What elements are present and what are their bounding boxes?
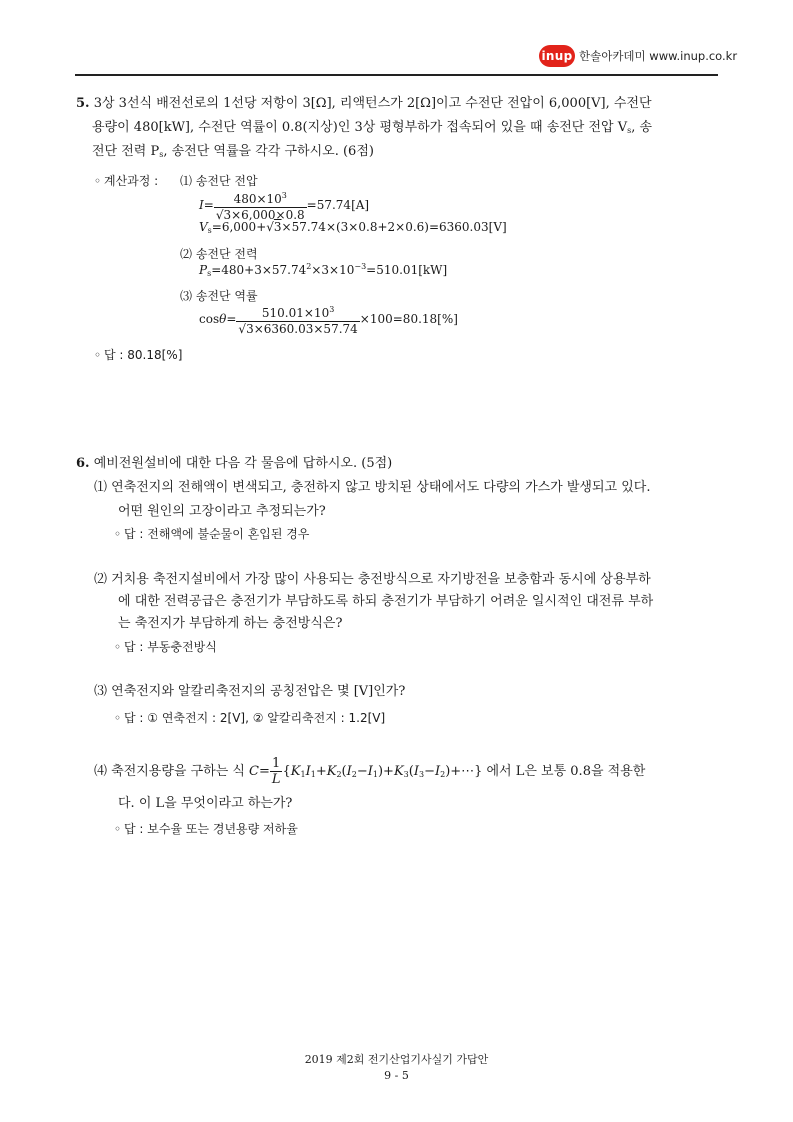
q5-line2	[92, 116, 652, 143]
q6-part1-line1: ⑴ 연축전지의 전해액이 변색되고, 충전하지 않고 방치된 상태에서도 다량의 가스가 발생되고 있다.	[94, 480, 651, 495]
q5-line1	[76, 92, 652, 116]
footer-title: 2019 제2회 전기산업기사실기 가답안	[304, 1053, 489, 1066]
q5-line3	[92, 140, 374, 167]
q6-part2-line2: 에 대한 전력공급은 충전기가 부담하도록 하되 충전기가 부담하기 어려운 일시적인 대전류 부하	[118, 594, 654, 609]
step2-title: ⑵ 송전단 전력	[180, 247, 258, 261]
q6-part4-answer-text: 답 : 보수율 또는 경년용량 저하율	[124, 822, 298, 836]
q6-part4-prefix: ⑷ 축전지용량을 구하는 식	[94, 763, 245, 779]
q5-sub-s: s	[627, 126, 632, 135]
q6-part3-answer	[114, 709, 385, 726]
brand-text: 한솔아카데미 www.inup.co.kr	[579, 49, 738, 63]
calc-label	[94, 172, 158, 189]
q5-sub-s2: s	[159, 150, 164, 159]
q5-answer	[94, 346, 182, 363]
q6-part2-line3: 는 축전지가 부담하게 하는 충전방식은?	[118, 616, 343, 631]
battery-capacity-formula: C= $\frac{1}{L}$ $\{K_1I_1+K_2(I_2-I_1)+K_3(I_3-I_2)+\cdots\}$	[248, 756, 483, 787]
q5-text-2-end: , 송	[631, 120, 653, 135]
q6-part3-answer-text: 답 : ① 연축전지 : 2[V], ② 알칼리축전지 : 1.2[V]	[124, 711, 386, 725]
q6-part4-answer	[114, 820, 298, 837]
q6-part2-answer	[114, 638, 217, 655]
page-number: 9 - 5	[384, 1069, 409, 1082]
q5-answer-text: 답 : 80.18[%]	[104, 348, 183, 362]
equation-sending-voltage: $V_s=6,000+√3\times 57.74\times(3\times 0.8+2\times 0.6)=6360.03[V]$	[199, 220, 507, 235]
bullet-icon: ◦	[114, 822, 122, 836]
bullet-icon: ◦	[114, 711, 122, 725]
q6-part2-answer-text: 답 : 부동충전방식	[124, 640, 217, 654]
bullet-icon: ◦	[94, 348, 102, 362]
bullet-icon: ◦	[114, 527, 122, 541]
q6-title	[76, 452, 392, 476]
q6-part1-answer	[114, 525, 309, 542]
q6-part1-line2: 어떤 원인의 고장이라고 추정되는가?	[118, 504, 326, 519]
equation-current: I= $\frac{480\times 10^3}{√3\times 6,000\times 0.8}$ =57.74[A]	[199, 188, 369, 223]
step1-title: ⑴ 송전단 전압	[180, 174, 258, 188]
step3-title: ⑶ 송전단 역률	[180, 289, 258, 303]
q5-text-3a: 전단 전력 P	[92, 144, 160, 159]
q6-number: 6.	[76, 456, 90, 471]
bullet-icon: ◦	[94, 174, 102, 188]
equation-power-factor: cosθ= $\frac{510.01\times 10^3}{√3\times 6360.03\times 57.74}$ ×100=80.18[%]	[199, 302, 458, 337]
q6-part4-line1	[94, 756, 645, 787]
inup-logo: inup	[539, 45, 575, 67]
q5-number: 5.	[76, 96, 90, 111]
q6-part3-line1: ⑶ 연축전지와 알칼리축전지의 공칭전압은 몇 [V]인가?	[94, 684, 406, 699]
equation-sending-power: $P_s=480+3\times 57.74^2\times 3\times 10^{-3}=510.01[kW]$	[199, 262, 448, 278]
q5-text-3b: , 송전단 역률을 각각 구하시오. (6점)	[163, 144, 374, 159]
q6-part4-line2: 다. 이 L을 무엇이라고 하는가?	[118, 796, 293, 811]
q6-part2-line1: ⑵ 거치용 축전지설비에서 가장 많이 사용되는 충전방식으로 자기방전을 보충함과 동시에 상용부하	[94, 572, 651, 587]
q5-text-2: 용량이 480[kW], 수전단 역률이 0.8(지상)인 3상 평형부하가 접속되어 있을 때 송전단 전압 V	[92, 120, 628, 135]
q6-part1-answer-text: 답 : 전해액에 불순물이 혼입된 경우	[124, 527, 310, 541]
q6-title-text: 예비전원설비에 대한 다음 각 물음에 답하시오. (5점)	[93, 456, 393, 471]
calc-label-text: 계산과정 :	[104, 174, 159, 188]
q5-text-1: 3상 3선식 배전선로의 1선당 저항이 3[Ω], 리액턴스가 2[Ω]이고 수전단 전압이 6,000[V], 수전단	[93, 96, 652, 111]
bullet-icon: ◦	[114, 640, 122, 654]
q6-part4-suffix: 에서 L은 보통 0.8을 적용한	[486, 763, 646, 779]
header-rule	[75, 74, 718, 76]
